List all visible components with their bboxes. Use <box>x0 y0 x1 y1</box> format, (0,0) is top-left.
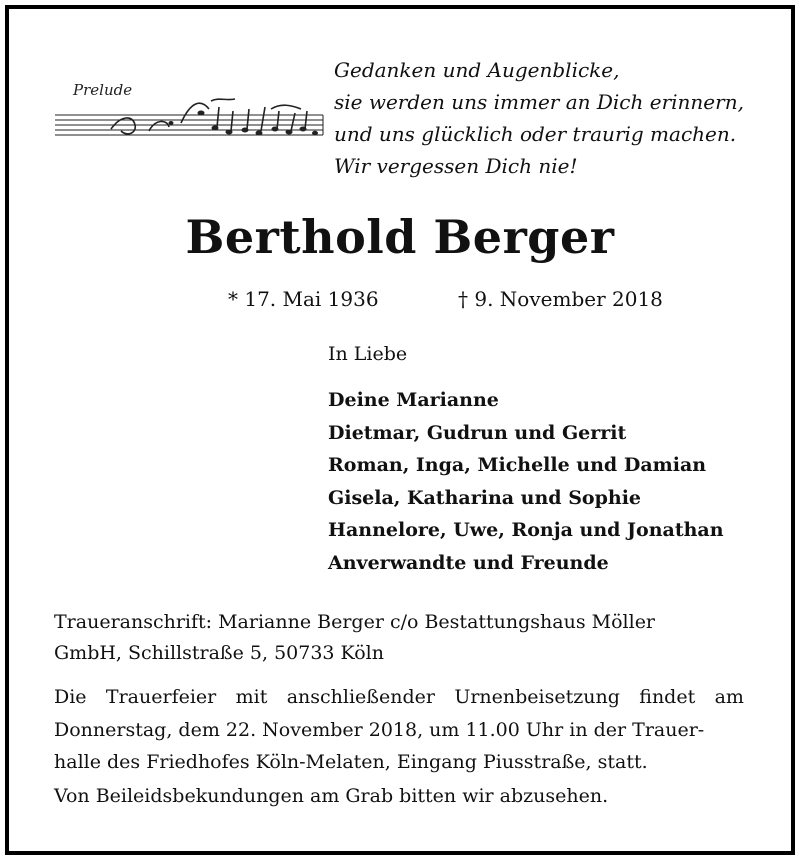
mourners-list <box>328 384 724 579</box>
ceremony-word: Urnenbeisetzung <box>454 686 620 708</box>
ceremony-word: Die <box>54 686 87 708</box>
ceremony-line <box>54 681 744 714</box>
list-item: Dietmar, Gudrun und Gerrit <box>328 421 627 444</box>
address-line: Traueranschrift: Marianne Berger c/o Bestattungshaus Möller <box>54 611 656 633</box>
list-item: Anverwandte und Freunde <box>328 551 609 574</box>
deceased-name: Berthold Berger <box>185 210 615 264</box>
poem-line: und uns glücklich oder traurig machen. <box>334 122 737 146</box>
list-item: Deine Marianne <box>328 389 499 411</box>
birth-date: * 17. Mai 1936 <box>228 287 379 311</box>
mourners-intro: In Liebe <box>328 343 408 365</box>
music-score-icon <box>51 71 331 151</box>
ceremony-line: halle des Friedhofes Köln-Melaten, Eingang Piusstraße, statt. <box>54 751 648 773</box>
condolence-note: Von Beileidsbekundungen am Grab bitten wir abzusehen. <box>54 785 609 807</box>
ceremony-word: findet <box>639 686 696 708</box>
music-title: Prelude <box>73 81 133 99</box>
address-line: GmbH, Schillstraße 5, 50733 Köln <box>54 642 384 664</box>
ceremony-word: anschließender <box>286 686 435 708</box>
poem-line: Wir vergessen Dich nie! <box>334 154 578 178</box>
poem-line: Gedanken und Augenblicke, <box>334 58 620 82</box>
mourning-address <box>54 607 754 669</box>
ceremony-notice <box>54 681 744 779</box>
ceremony-word: mit <box>235 686 268 708</box>
poem-line: sie werden uns immer an Dich erinnern, <box>334 90 744 114</box>
ceremony-word: Trauerfeier <box>105 686 217 708</box>
ceremony-word: am <box>714 686 744 708</box>
list-item: Hannelore, Uwe, Ronja und Jonathan <box>328 519 724 541</box>
death-date: † 9. November 2018 <box>458 287 663 311</box>
list-item: Gisela, Katharina und Sophie <box>328 486 642 509</box>
poem <box>334 54 744 182</box>
ceremony-line: Donnerstag, dem 22. November 2018, um 11.00 Uhr in der Trauer- <box>54 718 705 741</box>
list-item: Roman, Inga, Michelle und Damian <box>328 454 707 476</box>
